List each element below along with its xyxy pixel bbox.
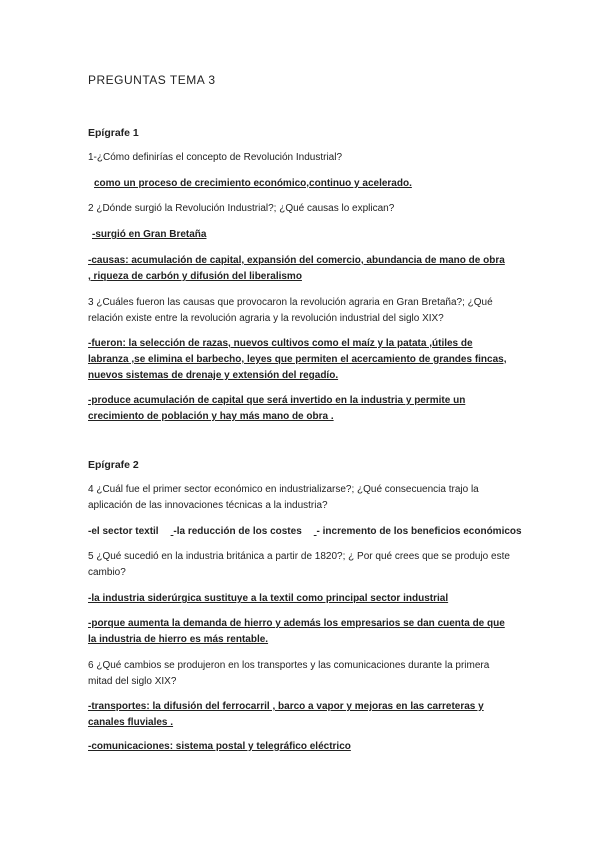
answer-4a: -el sector textil	[88, 526, 159, 537]
question-3: 3 ¿Cuáles fueron las causas que provocaron la revolución agraria en Gran Bretaña?; ¿Qué relación existe entre la revolución agraria y la revolución industrial del siglo XIX?	[88, 297, 493, 324]
question-6: 6 ¿Qué cambios se produjeron en los transportes y las comunicaciones durante la primera mitad del siglo XIX?	[88, 660, 490, 687]
answer-2a: -surgió en Gran Bretaña	[92, 229, 207, 240]
answer-2b: -causas: acumulación de capital, expansión del comercio, abundancia de mano de obra , riqueza de carbón y difusión del liberalismo	[88, 255, 505, 282]
question-5: 5 ¿Qué sucedió en la industria británica a partir de 1820?; ¿ Por qué crees que se produjo este cambio?	[88, 551, 510, 578]
question-2: 2 ¿Dónde surgió la Revolución Industrial?; ¿Qué causas lo explican?	[88, 203, 395, 214]
answer-5b: -porque aumenta la demanda de hierro y además los empresarios se dan cuenta de que la industria de hierro es más rentable.	[88, 618, 505, 645]
section-heading-1: Epígrafe 1	[88, 127, 139, 139]
answer-3b: -produce acumulación de capital que será invertido en la industria y permite un crecimiento de población y hay más mano de obra .	[88, 395, 466, 422]
answer-1: como un proceso de crecimiento económico,continuo y acelerado.	[94, 178, 412, 189]
answer-4b: -la reducción de los costes	[173, 526, 302, 537]
answer-3a: -fueron: la selección de razas, nuevos cultivos como el maíz y la patata ,útiles de labranza ,se elimina el barbecho, leyes que permiten el acercamiento de grandes fincas, nuevos sistemas de drenaje y extensión del regadío.	[88, 338, 507, 381]
section-heading-2: Epígrafe 2	[88, 459, 139, 471]
question-4: 4 ¿Cuál fue el primer sector económico en industrializarse?; ¿Qué consecuencia trajo la aplicación de las innovaciones técnicas a la industria?	[88, 484, 479, 511]
answer-5a: -la industria siderúrgica sustituye a la textil como principal sector industrial	[88, 593, 449, 604]
answer-4c: - incremento de los beneficios económicos	[316, 526, 522, 537]
answer-4-row	[88, 526, 534, 537]
answer-6b: -comunicaciones: sistema postal y telegráfico eléctrico	[88, 741, 351, 752]
question-1: 1-¿Cómo definirías el concepto de Revolución Industrial?	[88, 152, 343, 163]
answer-6a: -transportes: la difusión del ferrocarril , barco a vapor y mejoras en las carreteras y canales fluviales .	[88, 701, 484, 728]
page-title: PREGUNTAS TEMA 3	[88, 73, 216, 87]
